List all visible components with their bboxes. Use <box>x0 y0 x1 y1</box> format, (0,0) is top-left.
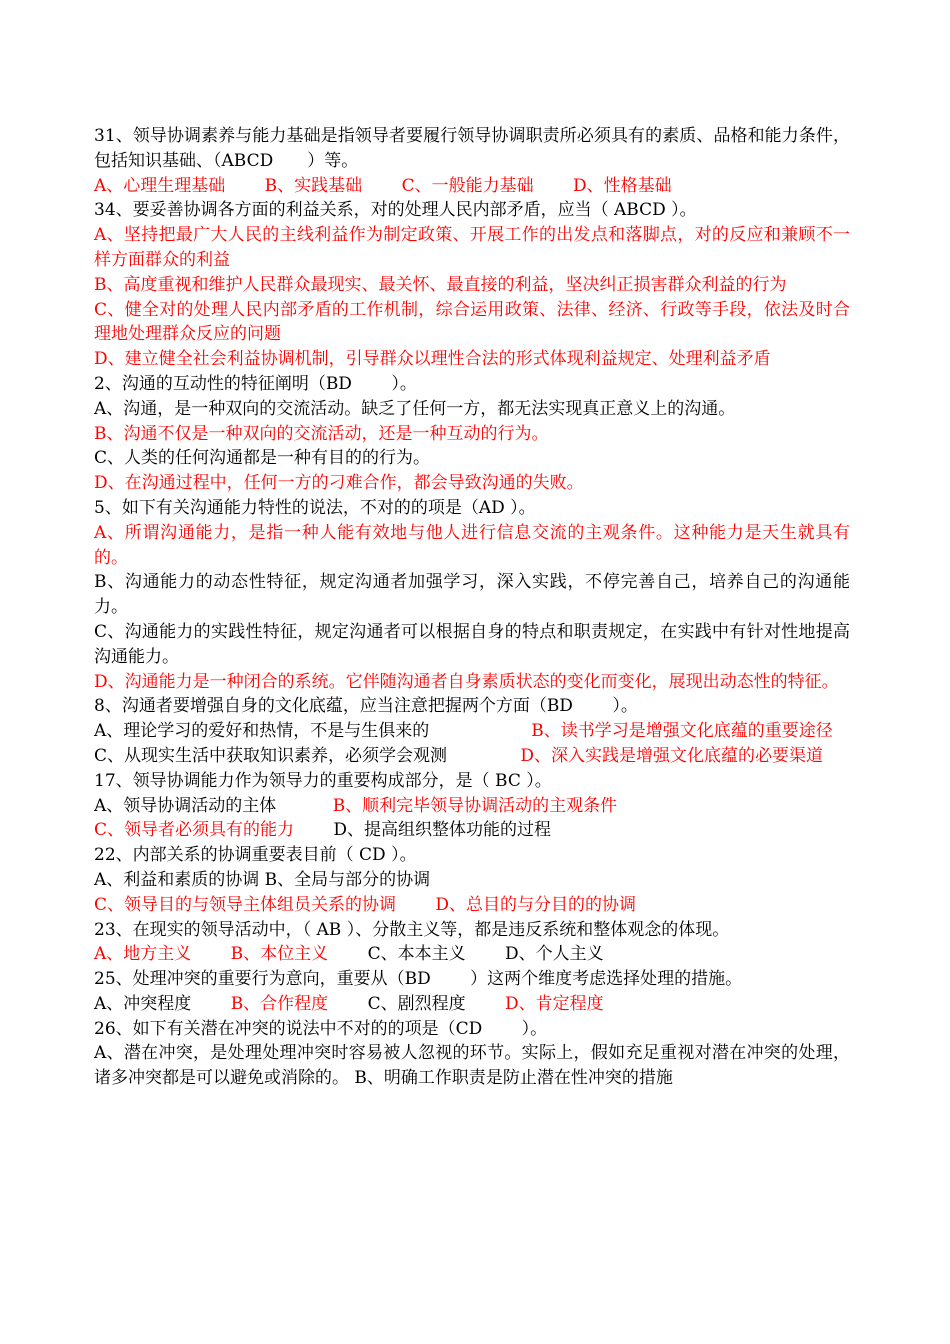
answer-text: B、顺利完毕领导协调活动的主观条件 <box>332 795 618 816</box>
question-text: 26、如下有关潜在冲突的说法中不对的的项是（CD ）。 <box>94 1018 548 1039</box>
paragraph <box>94 570 850 620</box>
answer-text: C、领导目的与领导主体组员关系的协调 D、总目的与分目的的协调 <box>94 894 637 915</box>
paragraph <box>94 744 850 769</box>
question-text: 2、沟通的互动性的特征阐明（BD ）。 <box>94 373 417 394</box>
paragraph <box>94 694 850 719</box>
paragraph <box>94 446 850 471</box>
paragraph <box>94 769 850 794</box>
answer-text: A、心理生理基础 B、实践基础 C、一般能力基础 D、性格基础 <box>94 175 672 196</box>
paragraph <box>94 347 850 372</box>
paragraph <box>94 198 850 223</box>
question-text: A、理论学习的爱好和热情，不是与生俱来的 <box>94 721 532 742</box>
paragraph <box>94 893 850 918</box>
paragraph <box>94 174 850 199</box>
paragraph <box>94 967 850 992</box>
paragraph <box>94 521 850 571</box>
answer-text: B、高度重视和维护人民群众最现实、最关怀、最直接的利益，坚决纠正损害群众利益的行为 <box>94 274 787 295</box>
paragraph <box>94 670 850 695</box>
paragraph <box>94 273 850 298</box>
question-text: 8、沟通者要增强自身的文化底蕴，应当注意把握两个方面（BD ）。 <box>94 696 638 717</box>
paragraph <box>94 471 850 496</box>
question-text: D、提高组织整体功能的过程 <box>294 820 552 841</box>
answer-text: D、在沟通过程中，任何一方的刁难合作，都会导致沟通的失败。 <box>94 473 584 494</box>
answer-text: B、合作程度 <box>230 993 329 1014</box>
paragraph <box>94 620 850 670</box>
question-text: A、领导协调活动的主体 <box>94 795 333 816</box>
question-text: A、潜在冲突，是处理处理冲突时容易被人忽视的环节。实际上，假如充足重视对潜在冲突的处理，诸多冲突都是可以避免或消除的。 B、明确工作职责是防止潜在性冲突的措施 <box>94 1043 850 1089</box>
question-text: C、剧烈程度 <box>328 993 506 1014</box>
document-page <box>94 124 850 1091</box>
question-text: 25、处理冲突的重要行为意向，重要从（BD ）这两个维度考虑选择处理的措施。 <box>94 969 743 990</box>
paragraph <box>94 868 850 893</box>
question-text: 34、要妥善协调各方面的利益关系，对的处理人民内部矛盾，应当（ ABCD ）。 <box>94 200 697 221</box>
question-text: 22、内部关系的协调重要表目前（ CD ）。 <box>94 845 417 866</box>
paragraph <box>94 719 850 744</box>
paragraph <box>94 422 850 447</box>
paragraph <box>94 1017 850 1042</box>
answer-text: A、所谓沟通能力，是指一种人能有效地与他人进行信息交流的主观条件。这种能力是天生就具有的。 <box>94 522 850 568</box>
question-text: A、沟通，是一种双向的交流活动。缺乏了任何一方，都无法实现真正意义上的沟通。 <box>94 398 736 419</box>
question-text: A、冲突程度 <box>94 993 231 1014</box>
paragraph <box>94 223 850 273</box>
paragraph <box>94 397 850 422</box>
question-text: C、人类的任何沟通都是一种有目的的行为。 <box>94 448 431 469</box>
paragraph <box>94 496 850 521</box>
question-text: A、利益和素质的协调 B、全局与部分的协调 <box>94 869 431 890</box>
answer-text: B、沟通不仅是一种双向的交流活动，还是一种互动的行为。 <box>94 423 549 444</box>
question-text: C、沟通能力的实践性特征，规定沟通者可以根据自身的特点和职责规定，在实践中有针对性地提高沟通能力。 <box>94 621 850 667</box>
paragraph <box>94 992 850 1017</box>
paragraph <box>94 843 850 868</box>
answer-text: D、深入实践是增强文化底蕴的必要渠道 <box>520 745 824 766</box>
question-text: 5、如下有关沟通能力特性的说法，不对的的项是（AD ）。 <box>94 497 536 518</box>
answer-text: D、沟通能力是一种闭合的系统。它伴随沟通者自身素质状态的变化而变化，展现出动态性的特征。 <box>94 671 839 692</box>
paragraph <box>94 124 850 174</box>
question-text: 17、领导协调能力作为领导力的重要构成部分，是（ BC ）。 <box>94 770 552 791</box>
answer-text: A、地方主义 B、本位主义 <box>94 944 329 965</box>
question-text: B、沟通能力的动态性特征，规定沟通者加强学习，深入实践，不停完善自己，培养自己的沟通能力。 <box>94 572 850 618</box>
paragraph <box>94 918 850 943</box>
paragraph <box>94 372 850 397</box>
question-text: 31、领导协调素养与能力基础是指领导者要履行领导协调职责所必须具有的素质、品格和能力条件，包括知识基础、（ABCD ）等。 <box>94 126 850 171</box>
answer-text: D、肯定程度 <box>505 993 604 1014</box>
answer-text: B、读书学习是增强文化底蕴的重要途径 <box>531 721 833 742</box>
paragraph <box>94 794 850 819</box>
question-text: 23、在现实的领导活动中，（ AB ）、分散主义等，都是违反系统和整体观念的体现。 <box>94 919 730 940</box>
answer-text: C、领导者必须具有的能力 <box>94 820 295 841</box>
question-text: C、从现实生活中获取知识素养，必须学会观测 <box>94 745 521 766</box>
question-text: C、本本主义 D、个人主义 <box>328 944 604 965</box>
answer-text: A、坚持把最广大人民的主线利益作为制定政策、开展工作的出发点和落脚点，对的反应和兼顾不一样方面群众的利益 <box>94 225 850 270</box>
answer-text: C、健全对的处理人民内部矛盾的工作机制，综合运用政策、法律、经济、行政等手段，依法及时合理地处理群众反应的问题 <box>94 299 850 345</box>
paragraph <box>94 1041 850 1091</box>
paragraph <box>94 942 850 967</box>
answer-text: D、建立健全社会利益协调机制，引导群众以理性合法的形式体现利益规定、处理利益矛盾 <box>94 349 771 370</box>
paragraph <box>94 818 850 843</box>
paragraph <box>94 298 850 348</box>
